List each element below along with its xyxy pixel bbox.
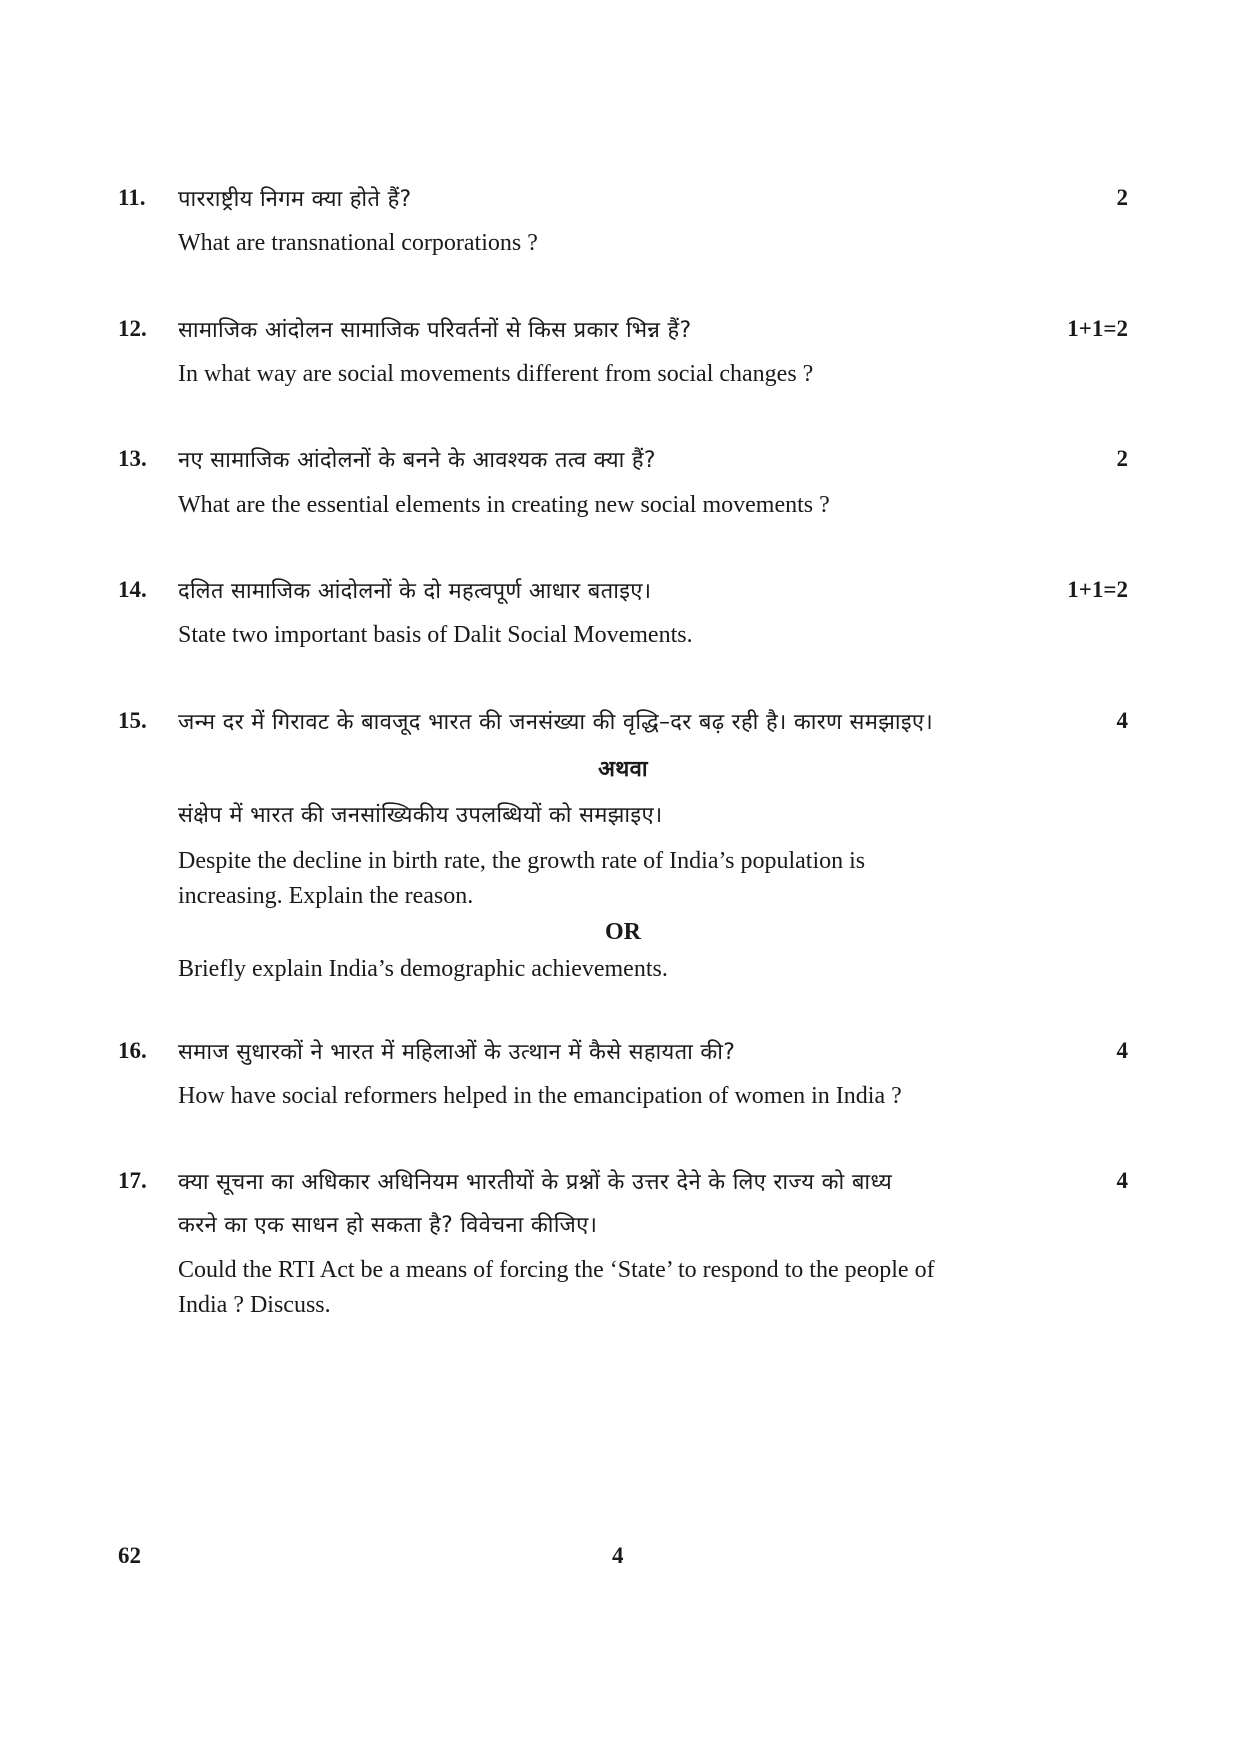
question-number: 13. xyxy=(118,446,147,471)
question-text-hindi: समाज सुधारकों ने भारत में महिलाओं के उत्थान में कैसे सहायता की? xyxy=(178,1040,736,1065)
question-marks: 4 xyxy=(1116,708,1128,733)
question-text-english: What are the essential elements in creating new social movements ? xyxy=(178,492,830,518)
question-number: 15. xyxy=(118,708,147,733)
question-number: 11. xyxy=(118,185,146,210)
or-separator-hindi: अथवा xyxy=(598,757,648,782)
question-text-english: In what way are social movements different from social changes ? xyxy=(178,361,814,387)
question-text-english-line-1: Despite the decline in birth rate, the growth rate of India’s population is xyxy=(178,848,866,874)
question-text-english-line-2: increasing. Explain the reason. xyxy=(178,883,474,909)
or-separator-english: OR xyxy=(605,919,641,945)
question-text-english-line-1: Could the RTI Act be a means of forcing the ‘State’ to respond to the people of xyxy=(178,1257,935,1283)
question-number: 12. xyxy=(118,316,147,341)
question-text-english-line-2: India ? Discuss. xyxy=(178,1292,331,1318)
question-text-hindi: सामाजिक आंदोलन सामाजिक परिवर्तनों से किस प्रकार भिन्न हैं? xyxy=(178,318,692,343)
question-marks: 1+1=2 xyxy=(1067,316,1128,341)
question-text-english: State two important basis of Dalit Social Movements. xyxy=(178,622,693,648)
question-marks: 4 xyxy=(1116,1038,1128,1063)
question-marks: 2 xyxy=(1116,446,1128,471)
question-marks: 1+1=2 xyxy=(1067,577,1128,602)
question-text-hindi: पारराष्ट्रीय निगम क्या होते हैं? xyxy=(178,187,412,212)
paper-code: 62 xyxy=(118,1543,141,1568)
alternative-question-hindi: संक्षेप में भारत की जनसांख्यिकीय उपलब्धियों को समझाइए। xyxy=(178,803,663,828)
question-number: 17. xyxy=(118,1168,147,1193)
question-marks: 2 xyxy=(1116,185,1128,210)
alternative-question-english: Briefly explain India’s demographic achievements. xyxy=(178,956,668,982)
question-text-hindi: दलित सामाजिक आंदोलनों के दो महत्वपूर्ण आधार बताइए। xyxy=(178,579,652,604)
question-number: 14. xyxy=(118,577,147,602)
question-text-hindi-line-2: करने का एक साधन हो सकता है? विवेचना कीजिए। xyxy=(178,1213,598,1238)
question-text-hindi: नए सामाजिक आंदोलनों के बनने के आवश्यक तत्व क्या हैं? xyxy=(178,448,656,473)
question-text-hindi: जन्म दर में गिरावट के बावजूद भारत की जनसंख्या की वृद्धि–दर बढ़ रही है। कारण समझाइए। xyxy=(178,710,934,735)
question-marks: 4 xyxy=(1116,1168,1128,1193)
question-text-english: How have social reformers helped in the emancipation of women in India ? xyxy=(178,1083,902,1109)
page-number: 4 xyxy=(612,1543,624,1568)
question-text-hindi-line-1: क्या सूचना का अधिकार अधिनियम भारतीयों के प्रश्नों के उत्तर देने के लिए राज्य को बाध्य xyxy=(178,1170,893,1195)
question-text-english: What are transnational corporations ? xyxy=(178,230,538,256)
question-number: 16. xyxy=(118,1038,147,1063)
